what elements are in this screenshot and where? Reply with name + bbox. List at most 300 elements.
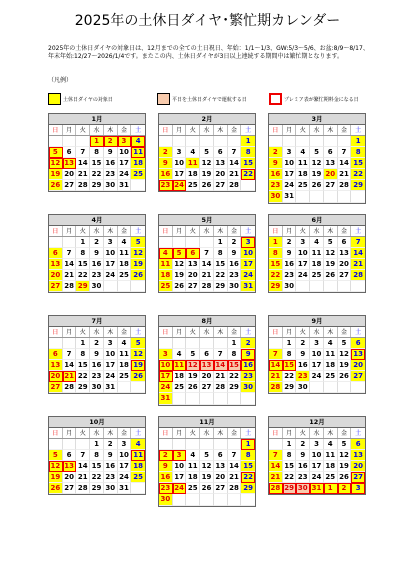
legend-peach-swatch [157, 93, 170, 105]
day-cell: 25 [131, 169, 145, 180]
weekday-label: 火 [76, 125, 90, 135]
day-cell: 12 [200, 461, 214, 472]
week-row [159, 237, 255, 248]
day-cell [186, 494, 200, 505]
day-cell: 4 [324, 439, 338, 450]
month-1 [48, 113, 146, 192]
day-cell: 24 [118, 169, 132, 180]
day-cell: 20 [63, 169, 77, 180]
week-row [159, 270, 255, 281]
weekday-label: 日 [269, 428, 283, 438]
weekday-label: 月 [173, 226, 187, 236]
day-cell [173, 338, 187, 349]
day-cell: 17 [104, 360, 118, 371]
day-cell: 8 [283, 349, 297, 360]
day-cell: 9 [90, 248, 104, 259]
day-cell: 28 [269, 483, 283, 494]
day-cell: 2 [296, 439, 310, 450]
weekday-label: 月 [173, 428, 187, 438]
weekday-label: 水 [90, 327, 104, 337]
day-cell: 27 [200, 382, 214, 393]
weekday-header [49, 428, 145, 439]
day-cell: 27 [351, 472, 365, 483]
week-row [159, 483, 255, 494]
day-cell: 1 [90, 136, 104, 147]
weekday-label: 月 [63, 226, 77, 236]
weekday-label: 火 [186, 226, 200, 236]
weekday-label: 日 [159, 428, 173, 438]
day-cell: 7 [76, 147, 90, 158]
week-row [159, 371, 255, 382]
weekday-label: 土 [135, 228, 142, 235]
day-cell: 1 [324, 483, 338, 494]
legend-red [269, 92, 359, 106]
weekday-label: 水 [200, 428, 214, 438]
weekday-label: 木 [324, 428, 338, 438]
day-cell [228, 439, 242, 450]
day-cell [228, 494, 242, 505]
day-cell [351, 382, 365, 393]
day-cell: 18 [310, 259, 324, 270]
legend-peach-label: 平日を土休日ダイヤで運航する日 [172, 96, 247, 103]
day-cell: 26 [131, 270, 145, 281]
weekday-label: 火 [296, 428, 310, 438]
day-cell: 23 [296, 472, 310, 483]
week-row [159, 461, 255, 472]
day-cell: 1 [76, 338, 90, 349]
month-title: 11月 [159, 417, 255, 428]
day-cell: 24 [173, 180, 187, 191]
day-cell: 1 [241, 136, 255, 147]
weekday-header [159, 125, 255, 136]
week-row [49, 483, 145, 494]
day-cell: 21 [200, 270, 214, 281]
day-cell: 30 [90, 382, 104, 393]
day-cell: 16 [296, 360, 310, 371]
day-cell: 15 [283, 461, 297, 472]
day-cell [324, 191, 338, 202]
month-title: 7月 [49, 316, 145, 327]
day-cell: 26 [49, 483, 63, 494]
day-cell: 24 [118, 472, 132, 483]
day-cell: 21 [63, 371, 77, 382]
weekday-header [159, 226, 255, 237]
day-cell: 22 [214, 270, 228, 281]
weekday-label: 月 [173, 125, 187, 135]
day-cell: 16 [104, 461, 118, 472]
day-cell: 7 [269, 349, 283, 360]
day-cell: 23 [159, 483, 173, 494]
day-cell: 6 [324, 147, 338, 158]
day-cell: 25 [131, 472, 145, 483]
day-cell: 2 [159, 147, 173, 158]
day-cell: 20 [186, 270, 200, 281]
week-row [49, 360, 145, 371]
day-cell: 27 [49, 281, 63, 292]
day-cell: 10 [173, 461, 187, 472]
weekday-header [49, 125, 145, 136]
day-cell: 12 [338, 450, 352, 461]
day-cell: 24 [173, 483, 187, 494]
day-cell: 3 [118, 136, 132, 147]
day-cell: 2 [241, 338, 255, 349]
day-cell: 27 [186, 281, 200, 292]
day-cell: 28 [269, 382, 283, 393]
weekday-label: 月 [63, 428, 77, 438]
day-cell: 25 [324, 472, 338, 483]
week-row [49, 461, 145, 472]
day-cell: 15 [269, 259, 283, 270]
day-cell: 18 [118, 360, 132, 371]
day-cell: 18 [159, 270, 173, 281]
weekday-label: 金 [338, 125, 352, 135]
day-cell: 9 [296, 349, 310, 360]
weekday-label: 火 [186, 327, 200, 337]
week-row [159, 248, 255, 259]
day-cell [63, 136, 77, 147]
week-row [159, 360, 255, 371]
week-row [49, 349, 145, 360]
weekday-label: 水 [200, 226, 214, 236]
day-cell: 8 [214, 248, 228, 259]
weekday-label: 火 [76, 327, 90, 337]
day-cell: 13 [214, 158, 228, 169]
day-cell: 11 [324, 349, 338, 360]
day-cell: 30 [228, 281, 242, 292]
weekday-label: 日 [49, 327, 63, 337]
day-cell: 24 [283, 180, 297, 191]
day-cell [269, 439, 283, 450]
day-cell [200, 393, 214, 404]
day-cell: 20 [214, 472, 228, 483]
day-cell: 30 [159, 494, 173, 505]
weekday-label: 水 [310, 226, 324, 236]
day-cell: 21 [351, 259, 365, 270]
day-cell: 19 [338, 360, 352, 371]
day-cell: 15 [90, 158, 104, 169]
day-cell: 23 [296, 371, 310, 382]
day-cell [131, 382, 145, 393]
day-cell: 14 [269, 360, 283, 371]
day-cell: 17 [118, 461, 132, 472]
day-cell: 10 [173, 158, 187, 169]
day-cell: 10 [310, 450, 324, 461]
day-cell: 22 [76, 270, 90, 281]
day-cell: 14 [228, 461, 242, 472]
day-cell: 28 [351, 270, 365, 281]
week-row [269, 338, 365, 349]
day-cell: 12 [131, 248, 145, 259]
day-cell: 6 [49, 349, 63, 360]
week-row [269, 191, 365, 202]
day-cell [173, 136, 187, 147]
day-cell: 3 [310, 338, 324, 349]
day-cell: 24 [159, 382, 173, 393]
day-cell: 3 [296, 237, 310, 248]
day-cell: 23 [228, 270, 242, 281]
weekday-label: 木 [214, 428, 228, 438]
day-cell: 15 [228, 360, 242, 371]
day-cell: 30 [296, 483, 310, 494]
day-cell: 18 [296, 169, 310, 180]
weekday-label: 木 [104, 125, 118, 135]
day-cell: 27 [214, 483, 228, 494]
week-row [49, 472, 145, 483]
weekday-label: 木 [324, 226, 338, 236]
week-row [269, 461, 365, 472]
day-cell: 14 [63, 360, 77, 371]
week-row [269, 360, 365, 371]
day-cell: 12 [49, 158, 63, 169]
day-cell: 9 [269, 158, 283, 169]
day-cell: 15 [90, 461, 104, 472]
week-row [159, 158, 255, 169]
day-cell: 13 [214, 461, 228, 472]
month-title: 9月 [269, 316, 365, 327]
day-cell [338, 136, 352, 147]
day-cell: 2 [159, 450, 173, 461]
day-cell [159, 136, 173, 147]
day-cell: 21 [63, 270, 77, 281]
week-row [159, 169, 255, 180]
day-cell: 31 [310, 483, 324, 494]
month-title: 5月 [159, 215, 255, 226]
day-cell: 20 [49, 371, 63, 382]
day-cell: 13 [49, 360, 63, 371]
day-cell: 11 [324, 450, 338, 461]
day-cell: 13 [351, 349, 365, 360]
weekday-label: 日 [269, 327, 283, 337]
week-row [49, 147, 145, 158]
day-cell: 2 [283, 237, 297, 248]
day-cell [186, 338, 200, 349]
day-cell: 11 [186, 461, 200, 472]
day-cell [131, 180, 145, 191]
month-5 [158, 214, 256, 293]
weekday-label: 金 [228, 327, 242, 337]
day-cell: 25 [173, 382, 187, 393]
day-cell: 21 [338, 169, 352, 180]
day-cell [49, 237, 63, 248]
weekday-label: 土 [245, 127, 252, 134]
day-cell: 26 [324, 270, 338, 281]
day-cell: 3 [351, 483, 365, 494]
day-cell: 10 [159, 360, 173, 371]
month-9 [268, 315, 366, 394]
day-cell: 8 [241, 147, 255, 158]
weekday-label: 土 [355, 228, 362, 235]
week-row [269, 248, 365, 259]
day-cell: 18 [186, 169, 200, 180]
weekday-label: 火 [186, 428, 200, 438]
day-cell: 11 [118, 248, 132, 259]
day-cell: 5 [173, 248, 187, 259]
day-cell [338, 191, 352, 202]
day-cell: 18 [173, 371, 187, 382]
day-cell: 9 [228, 248, 242, 259]
day-cell: 1 [241, 439, 255, 450]
month-title: 10月 [49, 417, 145, 428]
day-cell [214, 439, 228, 450]
day-cell: 31 [118, 483, 132, 494]
weekday-header [269, 428, 365, 439]
weekday-label: 水 [310, 327, 324, 337]
day-cell: 26 [200, 483, 214, 494]
day-cell: 30 [269, 191, 283, 202]
day-cell: 3 [310, 439, 324, 450]
day-cell: 28 [200, 281, 214, 292]
day-cell [131, 281, 145, 292]
day-cell [214, 338, 228, 349]
day-cell: 14 [76, 158, 90, 169]
day-cell: 22 [283, 472, 297, 483]
week-row [159, 472, 255, 483]
day-cell: 19 [200, 169, 214, 180]
day-cell: 25 [186, 483, 200, 494]
week-row [159, 393, 255, 404]
day-cell: 18 [131, 158, 145, 169]
week-row [49, 338, 145, 349]
day-cell: 13 [338, 248, 352, 259]
day-cell: 22 [241, 472, 255, 483]
day-cell [173, 393, 187, 404]
day-cell [200, 338, 214, 349]
weekday-label: 木 [214, 125, 228, 135]
day-cell: 12 [49, 461, 63, 472]
day-cell [159, 237, 173, 248]
week-row [49, 136, 145, 147]
weekday-label: 金 [118, 125, 132, 135]
day-cell: 6 [49, 248, 63, 259]
day-cell: 13 [63, 158, 77, 169]
week-row [269, 180, 365, 191]
day-cell: 12 [324, 248, 338, 259]
day-cell: 1 [214, 237, 228, 248]
day-cell: 29 [90, 483, 104, 494]
day-cell: 5 [49, 450, 63, 461]
day-cell: 28 [338, 180, 352, 191]
day-cell: 19 [173, 270, 187, 281]
day-cell [351, 281, 365, 292]
day-cell: 7 [63, 248, 77, 259]
day-cell: 2 [228, 237, 242, 248]
day-cell: 21 [214, 371, 228, 382]
month-title: 8月 [159, 316, 255, 327]
month-title: 12月 [269, 417, 365, 428]
day-cell: 30 [296, 382, 310, 393]
day-cell: 18 [186, 472, 200, 483]
day-cell: 18 [118, 259, 132, 270]
weekday-label: 月 [63, 327, 77, 337]
day-cell: 29 [241, 483, 255, 494]
weekday-label: 木 [104, 226, 118, 236]
day-cell: 10 [118, 450, 132, 461]
day-cell [200, 237, 214, 248]
day-cell: 21 [76, 169, 90, 180]
day-cell [241, 180, 255, 191]
day-cell: 22 [90, 472, 104, 483]
day-cell: 15 [241, 158, 255, 169]
day-cell: 22 [351, 169, 365, 180]
day-cell [296, 136, 310, 147]
day-cell: 2 [104, 439, 118, 450]
week-row [269, 439, 365, 450]
month-title: 4月 [49, 215, 145, 226]
week-row [159, 494, 255, 505]
day-cell: 1 [90, 439, 104, 450]
day-cell: 26 [173, 281, 187, 292]
day-cell: 26 [338, 472, 352, 483]
day-cell: 8 [228, 349, 242, 360]
weekday-label: 日 [269, 125, 283, 135]
day-cell: 2 [90, 237, 104, 248]
week-row [159, 439, 255, 450]
day-cell: 1 [283, 439, 297, 450]
weekday-header [159, 327, 255, 338]
week-row [49, 158, 145, 169]
day-cell: 7 [76, 450, 90, 461]
day-cell: 19 [131, 360, 145, 371]
day-cell: 24 [104, 270, 118, 281]
day-cell: 22 [283, 371, 297, 382]
day-cell: 28 [76, 483, 90, 494]
day-cell: 4 [159, 248, 173, 259]
weekday-label: 木 [324, 125, 338, 135]
weekday-label: 土 [135, 329, 142, 336]
weekday-label: 金 [338, 226, 352, 236]
legend-yellow [48, 92, 113, 106]
weekday-label: 月 [283, 428, 297, 438]
week-row [159, 349, 255, 360]
week-row [269, 136, 365, 147]
day-cell: 17 [241, 259, 255, 270]
day-cell: 26 [49, 180, 63, 191]
day-cell: 6 [214, 450, 228, 461]
day-cell: 5 [338, 338, 352, 349]
day-cell: 7 [269, 450, 283, 461]
weekday-label: 木 [104, 327, 118, 337]
weekday-header [269, 327, 365, 338]
day-cell: 3 [283, 147, 297, 158]
day-cell [283, 136, 297, 147]
weekday-label: 日 [49, 226, 63, 236]
day-cell: 25 [296, 180, 310, 191]
weekday-header [159, 428, 255, 439]
day-cell: 14 [228, 158, 242, 169]
day-cell: 18 [324, 360, 338, 371]
day-cell: 16 [269, 169, 283, 180]
day-cell: 26 [310, 180, 324, 191]
day-cell: 20 [49, 270, 63, 281]
weekday-label: 土 [245, 329, 252, 336]
day-cell: 29 [214, 281, 228, 292]
month-7 [48, 315, 146, 394]
day-cell [228, 136, 242, 147]
month-10 [48, 416, 146, 495]
description-text: 2025年の土休日ダイヤの対象日は、12月までの全ての土日祝日、年始：1/1～1/3、GW:5/3～5/6、お盆:8/9～8/17、年末年始:12/27～2026/1/4です。またこの内、土休日ダイヤが3日以上連続する期間中は繁忙期となります。 [48, 45, 369, 60]
day-cell: 27 [324, 180, 338, 191]
day-cell: 30 [104, 483, 118, 494]
day-cell: 16 [296, 461, 310, 472]
day-cell: 8 [90, 450, 104, 461]
month-8 [158, 315, 256, 406]
legend-red-label: プレミア表が繁忙期料金になる日 [284, 96, 359, 103]
day-cell [159, 439, 173, 450]
day-cell: 5 [324, 237, 338, 248]
day-cell: 25 [118, 371, 132, 382]
week-row [269, 472, 365, 483]
weekday-label: 日 [49, 428, 63, 438]
